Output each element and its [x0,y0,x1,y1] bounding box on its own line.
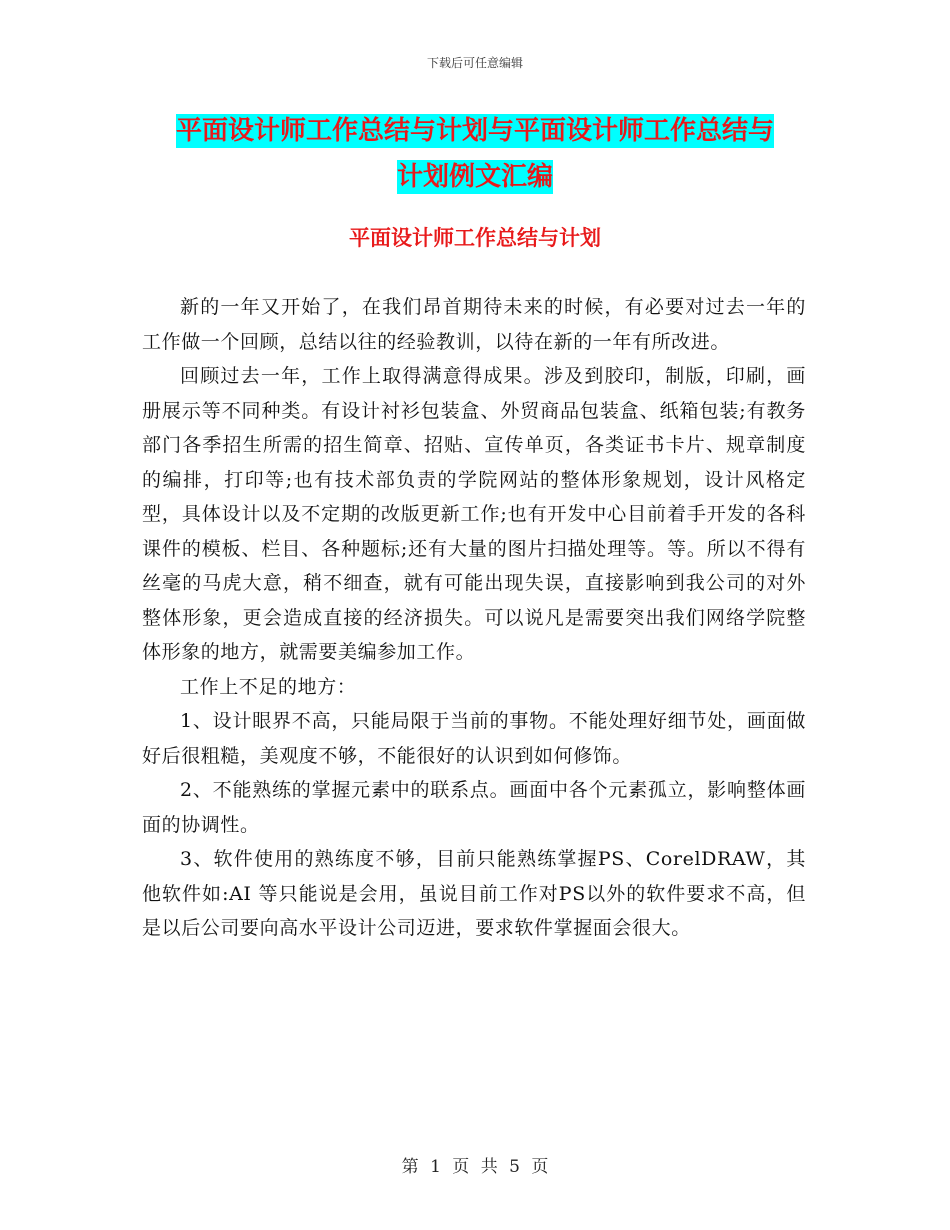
paragraph-intro: 新的一年又开始了，在我们昂首期待未来的时候，有必要对过去一年的工作做一个回顾，总结以往的经验教训，以待在新的一年有所改进。 [142,296,806,353]
paragraph-shortcoming-2: 2、不能熟练的掌握元素中的联系点。画面中各个元素孤立，影响整体画面的协调性。 [142,779,806,836]
paragraph-shortcoming-1: 1、设计眼界不高，只能局限于当前的事物。不能处理好细节处，画面做好后很粗糙，美观度不够，不能很好的认识到如何修饰。 [142,710,806,767]
body-text [142,290,806,946]
document-title-line-2: 计划例文汇编 [396,162,553,192]
document-title-line-1: 平面设计师工作总结与计划与平面设计师工作总结与 [175,116,774,146]
header-note: 下载后可任意编辑 [426,56,523,70]
document-title [140,108,810,200]
section-title: 平面设计师工作总结与计划 [349,225,601,250]
paragraph-shortcomings-heading: 工作上不足的地方： [180,675,357,698]
paragraph-review: 回顾过去一年，工作上取得满意得成果。涉及到胶印，制版，印刷，画册展示等不同种类。有设计衬衫包装盒、外贸商品包装盒、纸箱包装;有教务部门各季招生所需的招生简章、招贴、宣传单页，各类证书卡片、规章制度的编排，打印等;也有技术部负责的学院网站的整体形象规划，设计风格定型，具体设计以及不定期的改版更新工作;也有开发中心目前着手开发的各科课件的模板、栏目、各种题标;还有大量的图片扫描处理等。等。所以不得有丝毫的马虎大意，稍不细查，就有可能出现失误，直接影响到我公司的对外整体形象，更会造成直接的经济损失。可以说凡是需要突出我们网络学院整体形象的地方，就需要美编参加工作。 [142,365,806,663]
page-number: 第 1 页 共 5 页 [401,1157,549,1177]
paragraph-shortcoming-3: 3、软件使用的熟练度不够，目前只能熟练掌握PS、CorelDRAW，其他软件如:AI 等只能说是会用，虽说目前工作对PS以外的软件要求不高，但是以后公司要向高水平设计公司迈进，要求软件掌握面会很大。 [142,848,806,939]
